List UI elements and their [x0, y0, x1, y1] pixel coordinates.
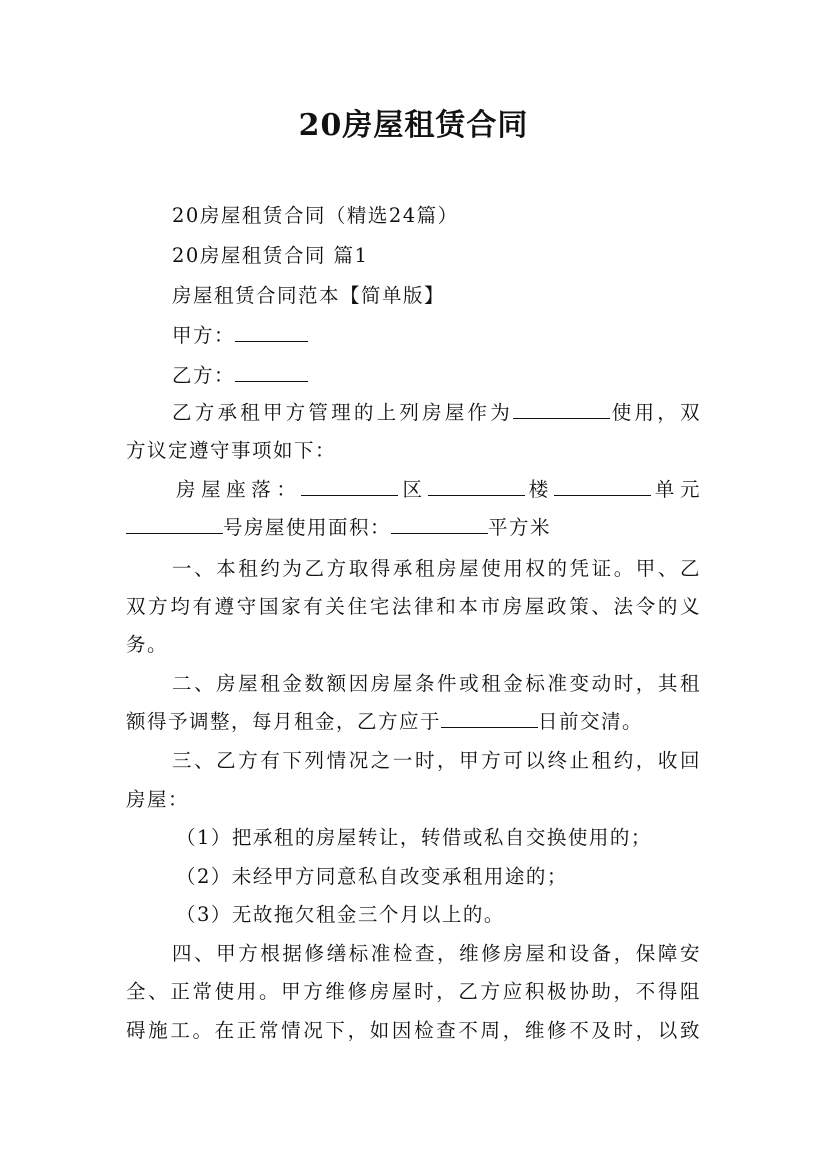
section-heading: 20房屋租赁合同 篇1: [172, 244, 369, 267]
intro-line-2: 方议定遵守事项如下：: [126, 439, 337, 462]
clause-1-line-1: 一、本租约为乙方取得承租房屋使用权的凭证。甲、乙: [172, 557, 701, 580]
clause-3-line-2: 房屋：: [126, 788, 190, 811]
document-title: 20房屋租赁合同: [298, 108, 529, 143]
subtitle: 20房屋租赁合同（精选24篇）: [172, 204, 459, 227]
clause-2-post: 日前交清。: [538, 710, 644, 733]
party-b-label: 乙方：: [172, 364, 236, 387]
clause-1-line-2: 双方均有遵守国家有关住宅法律和本市房屋政策、法令的义: [126, 595, 701, 618]
district-blank: [428, 477, 525, 496]
building-label: 楼: [524, 478, 554, 501]
intro-post: 使用，双: [610, 401, 701, 424]
clause-3-item-2: （2）未经甲方同意私自改变承租用途的；: [176, 865, 568, 888]
clause-4-line-3: 碍施工。在正常情况下，如因检查不周，维修不及时，以致: [126, 1019, 701, 1042]
clause-2-line-2: [126, 706, 701, 734]
clause-4-line-1: 四、甲方根据修缮标准检查，维修房屋和设备，保障安: [172, 942, 701, 965]
party-a-label: 甲方：: [172, 324, 236, 347]
party-a-blank: [235, 323, 308, 342]
location-blank: [301, 477, 398, 496]
usage-blank: [513, 400, 610, 419]
location-label: 房屋座落：: [176, 478, 302, 501]
unit-blank: [126, 515, 223, 534]
party-b-line: [172, 360, 701, 388]
area-unit: 平方米: [488, 516, 552, 539]
clause-1-line-3: 务。: [126, 633, 169, 656]
due-date-blank: [441, 709, 538, 728]
clause-3-item-3: （3）无故拖欠租金三个月以上的。: [176, 903, 505, 926]
area-blank: [391, 515, 488, 534]
location-line-1: [176, 474, 701, 502]
party-b-blank: [235, 363, 308, 382]
clause-2-line-1: 二、房屋租金数额因房屋条件或租金标准变动时，其租: [172, 672, 701, 695]
district-label: 区: [398, 478, 428, 501]
clause-4-line-2: 全、正常使用。甲方维修房屋时，乙方应积极协助，不得阻: [126, 980, 701, 1003]
intro-line-1: [172, 397, 701, 425]
clause-2-pre: 额得予调整，每月租金，乙方应于: [126, 710, 442, 733]
template-name: 房屋租赁合同范本【简单版】: [172, 284, 446, 307]
unit-label: 单元: [650, 478, 701, 501]
room-label: 号房屋使用面积：: [223, 516, 392, 539]
clause-3-item-1: （1）把承租的房屋转让，转借或私自交换使用的；: [176, 826, 652, 849]
clause-3-line-1: 三、乙方有下列情况之一时，甲方可以终止租约，收回: [172, 749, 701, 772]
party-a-line: [172, 320, 701, 348]
building-blank: [554, 477, 651, 496]
intro-pre: 乙方承租甲方管理的上列房屋作为: [172, 401, 514, 424]
location-line-2: [126, 512, 701, 540]
